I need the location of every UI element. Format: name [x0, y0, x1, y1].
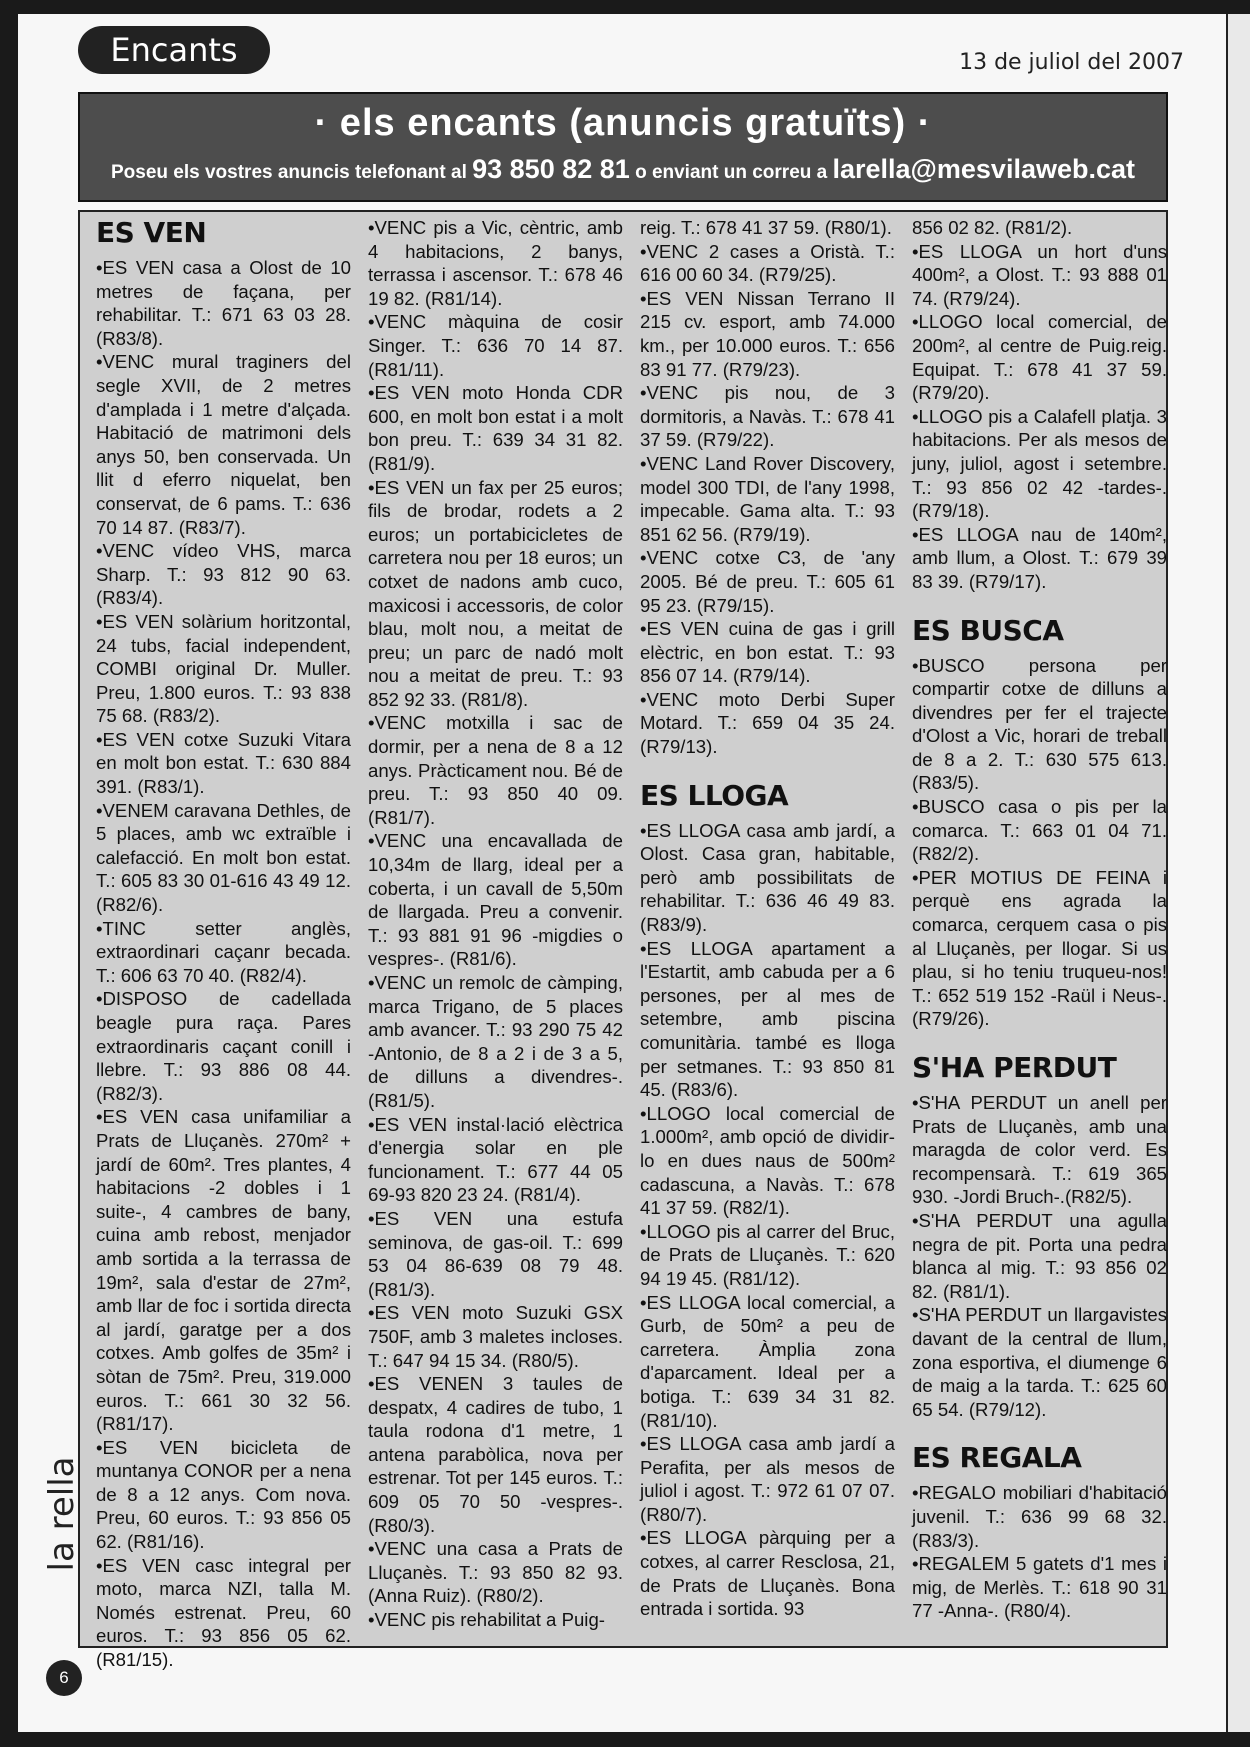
- ad-item: •REGALO mobiliari d'habitació juvenil. T.: 636 99 68 32. (R83/3).: [912, 1482, 1167, 1551]
- ad-item: •VENC una casa a Prats de Lluçanès. T.: 93 850 82 93. (Anna Ruiz). (R80/2).: [368, 1538, 623, 1607]
- ad-item: •ES LLOGA casa amb jardí a Perafita, per als mesos de juliol i agost. T.: 972 61 07 07. (R80/7).: [640, 1433, 895, 1525]
- magazine-spine: [30, 1400, 100, 1680]
- ad-item: •S'HA PERDUT un anell per Prats de Lluçanès, amb una maragda de color verd. Es recompensarà. T.: 619 365 930. -Jordi Bruch-.(R82/5).: [912, 1092, 1167, 1208]
- ad-item: reig. T.: 678 41 37 59. (R80/1).: [640, 217, 892, 238]
- ads-list-es-ven-1: [96, 256, 351, 1672]
- ad-item: •VENC 2 cases a Oristà. T.: 616 00 60 34. (R79/25).: [640, 240, 895, 286]
- ad-item: •ES VEN casc integral per moto, marca NZI, talla M. Només estrenat. Preu, 60 euros. T.: 93 856 05 62. (R81/15).: [96, 1554, 351, 1671]
- ad-item: •S'HA PERDUT un llargavistes davant de la central de llum, zona esportiva, el diumenge 6 de maig a la tarda. T.: 625 60 65 54. (R79/12).: [912, 1304, 1167, 1420]
- ads-list-es-regala: [912, 1481, 1167, 1623]
- banner-title: · els encants (anuncis gratuïts) ·: [314, 102, 932, 144]
- ad-item: •LLOGO pis a Calafell platja. 3 habitacions. Per als mesos de juny, juliol, agost i setembre. T.: 93 856 02 42 -tardes-. (R79/18).: [912, 405, 1167, 522]
- ads-column-2: [368, 216, 623, 1632]
- ad-item: •VENC moto Derbi Super Motard. T.: 659 04 35 24. (R79/13).: [640, 688, 895, 758]
- ads-box: [78, 210, 1168, 1671]
- ad-item: •ES VEN casa unifamiliar a Prats de Lluçanès. 270m² + jardí de 60m². Tres plantes, 4 habitacions -2 dobles i 1 suite-, 4 cambres de bany, cuina amb rebost, menjador amb sortida a la terrassa de 19m², sala d'estar de 27m², amb llar de foc i sortida directa al jardí, garatge per a dos cotxes. Amb golfes de 35m² i sòtan de 75m². Preu, 319.000 euros. T.: 661 30 32 56. (R81/17).: [96, 1106, 351, 1435]
- ad-item: •ES VEN moto Honda CDR 600, en molt bon estat i a molt bon preu. T.: 639 34 31 82. (R81/9).: [368, 382, 623, 474]
- ad-item: •VENC motxilla i sac de dormir, per a nena de 8 a 12 anys. Pràcticament nou. Bé de preu. T.: 93 850 40 09. (R81/7).: [368, 712, 623, 828]
- ad-item: •VENC mural traginers del segle XVII, de 2 metres d'amplada i 1 metre d'alçada. Habitació de matrimoni dels anys 50, ben conservada. Un llit d eferro niquelat, ben conservat, de 6 pams. T.: 636 70 14 87. (R83/7).: [96, 351, 351, 538]
- ad-item: •ES LLOGA apartament a l'Estartit, amb cabuda per a 6 persones, per al mes de setembre, amb piscina comunitària. també es lloga per setmanes. T.: 93 850 81 45. (R83/6).: [640, 937, 895, 1101]
- ad-item: •ES VEN bicicleta de muntanya CONOR per a nena de 8 a 12 anys. Com nova. Preu, 60 euros. T.: 93 856 05 62. (R81/16).: [96, 1436, 351, 1553]
- banner-sub-pre: Poseu els vostres anuncis telefonant al: [111, 162, 467, 183]
- ads-list-es-ven-2: [368, 216, 623, 1632]
- ad-item: •VENC un remolc de càmping, marca Trigano, de 5 places amb avancer. T.: 93 290 75 42 -Antonio, de 8 a 2 i de 3 a 5, de dilluns a divendres-. (R81/5).: [368, 972, 623, 1111]
- ad-item: •VENC Land Rover Discovery, model 300 TDI, de l'any 1998, impecable. Gama alta. T.: 93 851 62 56. (R79/19).: [640, 452, 895, 545]
- ad-item: •BUSCO casa o pis per la comarca. T.: 663 01 04 71. (R82/2).: [912, 796, 1167, 865]
- ad-item: •VENC pis nou, de 3 dormitoris, a Navàs. T.: 678 41 37 59. (R79/22).: [640, 382, 895, 451]
- ads-column-4: [912, 216, 1167, 1623]
- ad-item: •REGALEM 5 gatets d'1 mes i mig, de Merlès. T.: 618 90 31 77 -Anna-. (R80/4).: [912, 1553, 1167, 1622]
- ad-item: 856 02 82. (R81/2).: [912, 217, 1073, 238]
- heading-es-regala: ES REGALA: [912, 1441, 1082, 1475]
- ads-column-1: [96, 216, 351, 1672]
- ad-item: •VENEM caravana Dethles, de 5 places, amb wc extraïble i calefacció. En molt bon estat. T.: 605 83 30 01-616 43 49 12. (R82/6).: [96, 799, 351, 916]
- heading-es-lloga: ES LLOGA: [640, 778, 789, 812]
- ad-item: •DISPOSO de cadellada beagle pura raça. Pares extraordinaris caçant conill i llebre. T.: 93 886 08 44. (R82/3).: [96, 988, 351, 1104]
- ad-item: •PER MOTIUS DE FEINA i perquè ens agrada la comarca, cerquem casa o pis al Lluçanès, per llogar. Si us plau, si ho teniu truqueu-nos! T.: 652 519 152 -Raül i Neus-. (R79/26).: [912, 866, 1167, 1030]
- issue-date: 13 de juliol del 2007: [959, 50, 1184, 75]
- ad-item: •S'HA PERDUT una agulla negra de pit. Porta una pedra blanca al mig. T.: 93 856 02 82. (R81/1).: [912, 1209, 1167, 1302]
- ads-list-es-lloga-1: [640, 819, 895, 1621]
- ad-item: •ES VEN instal·lació elèctrica d'energia solar en ple funcionament. T.: 677 44 05 69-93 820 23 24. (R81/4).: [368, 1113, 623, 1206]
- ad-item: •ES VEN casa a Olost de 10 metres de façana, per rehabilitar. T.: 671 63 03 28. (R83/8).: [96, 257, 351, 349]
- ad-item: •ES VEN solàrium horitzontal, 24 tubs, facial independent, COMBI original Dr. Muller. Preu, 1.800 euros. T.: 93 838 75 68. (R83/2).: [96, 610, 351, 727]
- ad-item: •LLOGO local comercial de 1.000m², amb opció de dividir-lo en dues naus de 500m² cadascuna, a Navàs. T.: 678 41 37 59. (R82/1).: [640, 1102, 895, 1219]
- banner-email: larella@mesvilaweb.cat: [832, 154, 1135, 184]
- ads-column-3: [640, 216, 895, 1621]
- ad-item: •LLOGO local comercial, de 200m², al centre de Puig.reig. Equipat. T.: 678 41 37 59. (R79/20).: [912, 311, 1167, 404]
- ad-item: •ES VEN cuina de gas i grill elèctric, en bon estat. T.: 93 856 07 14. (R79/14).: [640, 618, 895, 687]
- ad-item: •ES LLOGA nau de 140m², amb llum, a Olost. T.: 679 39 83 39. (R79/17).: [912, 523, 1167, 592]
- banner-phone: 93 850 82 81: [472, 154, 630, 184]
- ads-list-es-ven-3: [640, 216, 895, 759]
- classifieds-banner: [78, 92, 1168, 202]
- ad-item: •ES VEN un fax per 25 euros; fils de brodar, rodets a 2 euros; un portabicicletes de carretera nou per 18 euros; un cotxet de nadons amb cuco, maxicosi i accessoris, de color blau, molt nou, a meitat de preu; un parc de nadó molt nou a meitat de preu. T.: 93 852 92 33. (R81/8).: [368, 476, 623, 710]
- ad-item: •ES LLOGA casa amb jardí, a Olost. Casa gran, habitable, però amb possibilitats de rehabilitar. T.: 636 46 49 83. (R83/9).: [640, 819, 895, 936]
- ad-item: •VENC pis rehabilitat a Puig-: [368, 1609, 605, 1631]
- ad-item: •ES VEN una estufa seminova, de gas-oil. T.: 699 53 04 86-639 08 79 48. (R81/3).: [368, 1207, 623, 1300]
- ad-item: •LLOGO pis al carrer del Bruc, de Prats de Lluçanès. T.: 620 94 19 45. (R81/12).: [640, 1220, 895, 1289]
- ad-item: •VENC una encavallada de 10,34m de llarg, ideal per a coberta, i un cavall de 5,50m de llargada. Preu a convenir. T.: 93 881 91 96 -migdies o vespres-. (R81/6).: [368, 830, 623, 970]
- ad-item: •ES VEN moto Suzuki GSX 750F, amb 3 maletes incloses. T.: 647 94 15 34. (R80/5).: [368, 1302, 623, 1371]
- ad-item: •VENC cotxe C3, de 'any 2005. Bé de preu. T.: 605 61 95 23. (R79/15).: [640, 547, 895, 616]
- ad-item: •BUSCO persona per compartir cotxe de dilluns a divendres per fer el trajecte d'Olost a Vic, horari de treball de 8 a 2. T.: 630 575 613. (R83/5).: [912, 654, 1167, 794]
- magazine-name: la rella: [42, 1456, 82, 1572]
- ad-item: •VENC vídeo VHS, marca Sharp. T.: 93 812 90 63. (R83/4).: [96, 540, 351, 609]
- heading-es-ven: ES VEN: [96, 216, 207, 249]
- ads-list-es-lloga-2: [912, 216, 1167, 594]
- ad-item: •ES VEN Nissan Terrano II 215 cv. esport, amb 74.000 km., per 10.000 euros. T.: 656 83 91 77. (R79/23).: [640, 287, 895, 380]
- ad-item: •VENC pis a Vic, cèntric, amb 4 habitacions, 2 banys, terrassa i ascensor. T.: 678 46 19 82. (R81/14).: [368, 217, 623, 309]
- section-label: Encants: [78, 26, 270, 74]
- ad-item: •ES VEN cotxe Suzuki Vitara en molt bon estat. T.: 630 884 391. (R83/1).: [96, 728, 351, 798]
- banner-sub-mid: o enviant un correu a: [635, 162, 828, 183]
- ads-list-sha-perdut: [912, 1091, 1167, 1421]
- banner-subtitle: [80, 154, 1166, 185]
- ad-item: •ES LLOGA un hort d'uns 400m², a Olost. T.: 93 888 01 74. (R79/24).: [912, 240, 1167, 309]
- ad-item: •VENC màquina de cosir Singer. T.: 636 70 14 87. (R81/11).: [368, 311, 623, 380]
- ad-item: •ES VENEN 3 taules de despatx, 4 cadires de tubo, 1 taula rodona d'1 metre, 1 antena parabòlica, nova per estrenar. Tot per 145 euros. T.: 609 05 70 50 -vespres-. (R80/3).: [368, 1373, 623, 1536]
- facing-page-edge: [1226, 14, 1250, 1732]
- page-number: 6: [46, 1660, 82, 1696]
- heading-sha-perdut: S'HA PERDUT: [912, 1051, 1117, 1084]
- ads-list-es-busca: [912, 654, 1167, 1032]
- ad-item: •ES LLOGA local comercial, a Gurb, de 50m² a peu de carretera. Àmplia zona d'aparcament. Ideal per a botiga. T.: 639 34 31 82. (R81/10).: [640, 1291, 895, 1431]
- ad-item: •ES LLOGA pàrquing per a cotxes, al carrer Resclosa, 21, de Prats de Lluçanès. Bona entrada i sortida. 93: [640, 1527, 895, 1620]
- heading-es-busca: ES BUSCA: [912, 613, 1064, 647]
- ad-item: •TINC setter anglès, extraordinari caçanr becada. T.: 606 63 70 40. (R82/4).: [96, 917, 351, 986]
